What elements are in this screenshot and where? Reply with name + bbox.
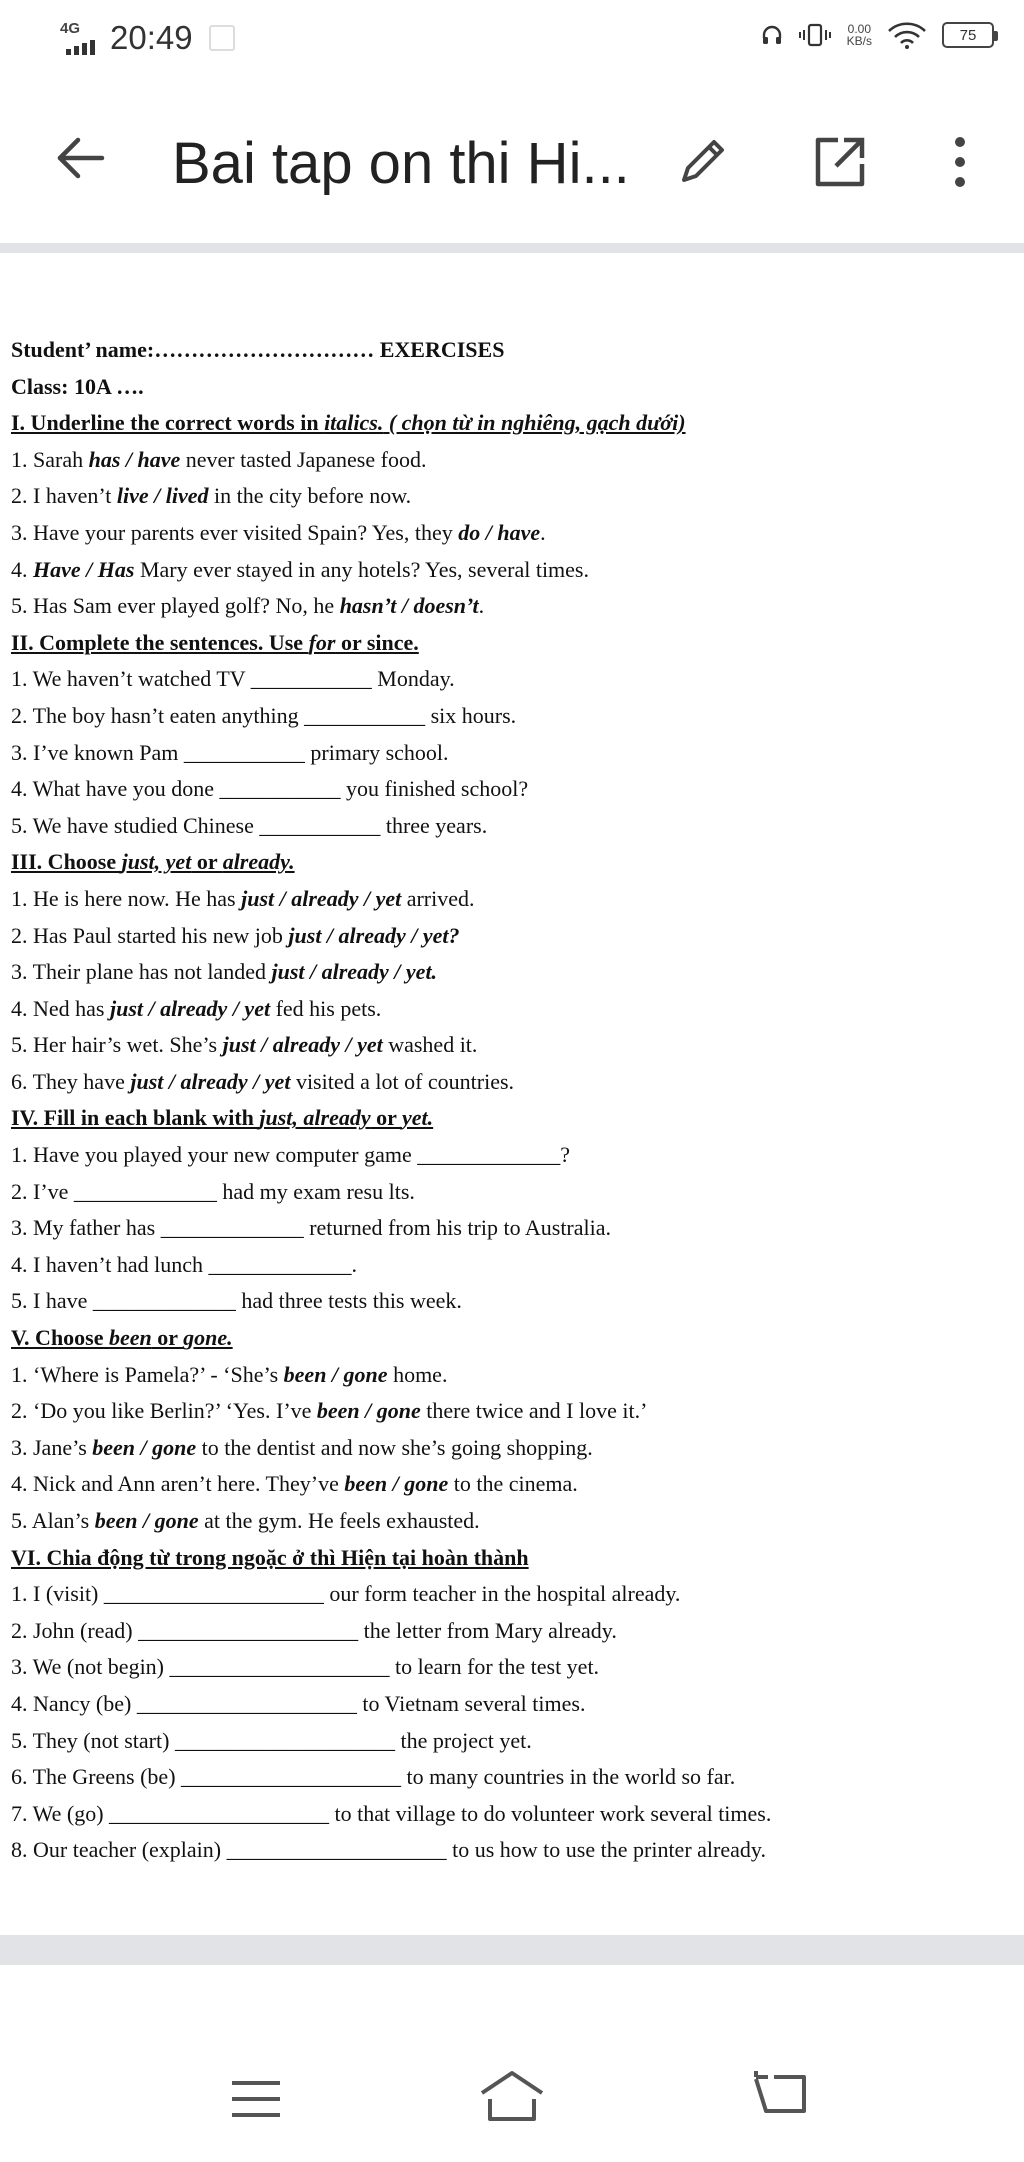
item-blank: ___________ [250, 666, 372, 692]
section1-heading-post: ( chọn từ in nghiêng, gạch dưới) [383, 410, 686, 436]
item-text: arrived. [401, 885, 475, 911]
item-text: to that village to do volunteer work several times. [329, 1800, 772, 1826]
item-text: 5. Has Sam ever played golf? No, he [11, 593, 340, 619]
item-text: Monday. [371, 666, 455, 692]
list-item [11, 918, 1011, 955]
more-vert-icon[interactable] [940, 134, 980, 190]
header-student-line [11, 332, 1011, 369]
section5-heading-italic: been [109, 1325, 152, 1351]
clock: 20:49 [110, 19, 193, 56]
item-text: washed it. [382, 1032, 478, 1058]
item-text: 1. We haven’t watched TV [11, 666, 251, 692]
item-text: 4. What have you done [11, 776, 220, 802]
item-text: 5. Her hair’s wet. She’s [11, 1032, 223, 1058]
list-item [11, 1137, 1011, 1174]
item-blank: ___________ [183, 739, 305, 765]
item-text: 2. John (read) [11, 1617, 139, 1643]
item-choice: been / gone [92, 1434, 197, 1460]
list-item [11, 1796, 1011, 1833]
item-text: 7. We (go) [11, 1800, 110, 1826]
list-item [11, 588, 1011, 625]
item-blank: ____________ [160, 1215, 293, 1241]
item-text: 3. Their plane has not landed [11, 959, 272, 985]
item-text: to Vietnam several times. [356, 1690, 586, 1716]
item-text: 1. He is here now. He has [11, 885, 242, 911]
list-item [11, 1027, 1011, 1064]
list-item [11, 442, 1011, 479]
header-class-line: Class: 10A …. [11, 373, 144, 399]
item-choice: just / already / yet [222, 1032, 383, 1058]
item-text: _ had my exam resu lts. [205, 1178, 415, 1204]
item-text: to the cinema. [448, 1471, 578, 1497]
student-dots: ………………………… [154, 337, 375, 362]
item-text: 5. They (not start) [11, 1727, 175, 1753]
list-item [11, 1064, 1011, 1101]
item-text: _ had three tests this week. [224, 1288, 462, 1314]
list-item [11, 661, 1011, 698]
section5-heading [11, 1320, 1011, 1357]
item-text: 5. Alan’s [11, 1508, 95, 1533]
list-item [11, 1649, 1011, 1686]
item-text: 4. Ned has [11, 995, 110, 1021]
section1-heading-pre: I. Underline the correct words in [11, 410, 325, 436]
item-text: 1. Sarah [11, 446, 89, 472]
item-text: _ returned from his trip to Australia. [292, 1215, 612, 1241]
item-choice: Have / Has [33, 556, 135, 582]
item-text: there twice and I love it.’ [420, 1398, 648, 1424]
section3-heading [11, 844, 1011, 881]
item-text: our form teacher in the hospital already. [323, 1581, 681, 1607]
item-text: 4. [11, 556, 33, 582]
item-choice: been / gone [316, 1398, 421, 1424]
image-notification-icon [209, 25, 235, 51]
item-blank: ____________ [208, 1251, 341, 1277]
list-item [11, 954, 1011, 991]
section5-heading-italic2: gone. [183, 1325, 233, 1351]
item-text: 6. They have [11, 1068, 131, 1094]
item-choice: been / gone [344, 1471, 449, 1497]
item-choice: live / lived [116, 483, 209, 509]
network-type: 4G [60, 20, 81, 37]
bottom-divider [0, 1935, 1024, 1965]
item-text: 2. I’ve [11, 1178, 74, 1204]
item-text: 5. We have studied Chinese [11, 812, 260, 838]
list-item [11, 478, 1011, 515]
item-choice: just / already / yet [130, 1068, 291, 1094]
item-blank: ____________________ [181, 1764, 402, 1790]
item-text: 1. ‘Where is Pamela?’ - ‘She’s [11, 1361, 284, 1387]
list-item [11, 771, 1011, 808]
list-item [11, 1576, 1011, 1613]
item-text: 1. Have you played your new computer game [11, 1142, 418, 1168]
list-item [11, 1503, 1011, 1540]
top-divider [0, 243, 1024, 253]
item-blank: ____________________ [109, 1800, 330, 1826]
item-text: the letter from Mary already. [358, 1617, 617, 1643]
item-text: 3. I’ve known Pam [11, 739, 184, 765]
list-item [11, 1357, 1011, 1394]
item-blank: ____________ [92, 1288, 225, 1314]
list-item [11, 1613, 1011, 1650]
battery-indicator [942, 22, 994, 48]
menu-icon[interactable] [230, 2077, 282, 2121]
item-text: at the gym. He feels exhausted. [198, 1508, 480, 1533]
item-choice: hasn’t / doesn’t [339, 593, 479, 619]
section4-heading-italic2: yet. [402, 1105, 434, 1131]
list-item [11, 808, 1011, 845]
list-item [11, 881, 1011, 918]
item-text: _. [340, 1251, 358, 1277]
item-text: 6. The Greens (be) [11, 1764, 182, 1790]
battery-level: 75 [959, 26, 977, 44]
app-bar [0, 78, 1024, 246]
list-item [11, 1686, 1011, 1723]
item-choice: been / gone [94, 1508, 199, 1533]
list-item [11, 1174, 1011, 1211]
vibrate-icon [797, 23, 833, 47]
section4-heading-italic: just, already [259, 1105, 371, 1131]
section4-heading-pre: IV. Fill in each blank with [11, 1105, 260, 1131]
item-text: 4. Nick and Ann aren’t here. They’ve [11, 1471, 345, 1497]
exercises-title: EXERCISES [379, 337, 505, 362]
open-external-icon[interactable] [812, 134, 868, 190]
document-title: Bai tap on thi Hi... [172, 131, 630, 196]
item-text: in the city before now. [208, 483, 412, 509]
section6-heading: VI. Chia động từ trong ngoặc ở thì Hiện tại hoàn thành [11, 1544, 529, 1570]
item-text: . [540, 519, 546, 545]
section2-heading [11, 625, 1011, 662]
status-bar [0, 0, 1024, 78]
item-text: Mary ever stayed in any hotels? Yes, several times. [134, 556, 589, 582]
item-choice: just / already / yet [241, 885, 402, 911]
item-text: to many countries in the world so far. [401, 1764, 736, 1790]
item-choice: just / already / yet. [271, 959, 438, 985]
item-text: 3. We (not begin) [11, 1654, 170, 1680]
item-blank: ____________________ [169, 1654, 390, 1680]
item-blank: ____________ [73, 1178, 206, 1204]
section2-heading-pre: II. Complete the sentences. Use [11, 629, 309, 655]
section2-heading-post: or since. [335, 629, 419, 655]
list-item [11, 1393, 1011, 1430]
item-text: to us how to use the printer already. [446, 1837, 766, 1863]
item-text: visited a lot of countries. [290, 1068, 515, 1094]
item-text: 4. Nancy (be) [11, 1690, 137, 1716]
section2-heading-italic: for [308, 629, 336, 655]
system-nav-bar [0, 1965, 1024, 2162]
list-item [11, 1723, 1011, 1760]
home-icon[interactable] [478, 2069, 546, 2123]
item-text: 1. I (visit) [11, 1581, 104, 1607]
item-text: 3. Have your parents ever visited Spain? Yes, they [11, 519, 459, 545]
item-text: three years. [380, 812, 488, 838]
list-item [11, 991, 1011, 1028]
item-blank: ____________________ [174, 1727, 395, 1753]
item-blank: ____________________ [138, 1617, 359, 1643]
item-text: . [478, 593, 485, 619]
list-item [11, 1466, 1011, 1503]
item-blank: ____________________ [103, 1581, 324, 1607]
item-text: 2. I haven’t [11, 483, 117, 509]
section1-heading [11, 405, 1011, 442]
section3-heading-italic2: already. [222, 849, 295, 875]
list-item [11, 1247, 1011, 1284]
list-item [11, 1430, 1011, 1467]
list-item [11, 552, 1011, 589]
item-choice: do / have [458, 519, 541, 545]
item-text: never tasted Japanese food. [180, 446, 427, 472]
item-text: home. [387, 1361, 448, 1387]
item-text: the project yet. [394, 1727, 532, 1753]
wifi-icon [886, 20, 928, 50]
edit-pencil-icon[interactable] [676, 134, 730, 188]
list-item [11, 735, 1011, 772]
item-text: 4. I haven’t had lunch [11, 1251, 209, 1277]
item-text: 8. Our teacher (explain) [11, 1837, 227, 1863]
item-text: to learn for the test yet. [389, 1654, 600, 1680]
item-choice: been / gone [283, 1361, 388, 1387]
item-choice: just / already / yet [109, 995, 271, 1021]
list-item [11, 515, 1011, 552]
document-page [11, 332, 1011, 1869]
item-choice: has / have [88, 446, 181, 472]
headset-icon [761, 24, 783, 46]
item-blank: ___________ [219, 776, 341, 802]
list-item [11, 698, 1011, 735]
list-item [11, 1759, 1011, 1796]
list-item [11, 1832, 1011, 1869]
back-icon[interactable] [752, 2071, 808, 2117]
section4-heading [11, 1100, 1011, 1137]
item-blank: ___________ [304, 702, 426, 728]
list-item [11, 1210, 1011, 1247]
network-speed [847, 23, 872, 47]
section3-heading-pre: III. Choose [11, 849, 122, 875]
item-blank: ___________ [259, 812, 381, 838]
item-text: 5. I have [11, 1288, 93, 1314]
section1-heading-italic: italics. [324, 410, 384, 436]
student-label: Student’ name: [11, 337, 155, 362]
item-text: 2. The boy hasn’t eaten anything [11, 702, 305, 728]
list-item [11, 1283, 1011, 1320]
item-text: 2. Has Paul started his new job [11, 922, 289, 948]
item-text: to the dentist and now she’s going shopping. [196, 1434, 593, 1460]
item-text: 3. My father has [11, 1215, 161, 1241]
item-text: you finished school? [340, 776, 529, 802]
speed-value: 0.00 [847, 22, 871, 36]
item-choice: just / already / yet? [288, 922, 460, 948]
status-right [761, 20, 994, 50]
item-text: fed his pets. [270, 995, 382, 1021]
section3-heading-italic: just, yet [121, 849, 192, 875]
item-blank: ____________ [417, 1142, 550, 1168]
status-left [58, 18, 235, 58]
back-arrow-icon[interactable] [52, 130, 108, 186]
item-blank: ____________________ [136, 1690, 357, 1716]
section3-heading-mid: or [191, 849, 223, 875]
speed-unit: KB/s [846, 34, 872, 48]
section5-heading-pre: V. Choose [11, 1325, 110, 1351]
item-text: six hours. [425, 702, 517, 728]
item-text: 2. ‘Do you like Berlin?’ ‘Yes. I’ve [11, 1398, 317, 1424]
item-text: primary school. [304, 739, 449, 765]
item-text: _? [549, 1142, 571, 1168]
cell-signal-icon [58, 18, 100, 58]
item-text: 3. Jane’s [11, 1434, 93, 1460]
section5-heading-mid: or [151, 1325, 184, 1351]
section4-heading-mid: or [370, 1105, 402, 1131]
item-blank: ____________________ [226, 1837, 447, 1863]
